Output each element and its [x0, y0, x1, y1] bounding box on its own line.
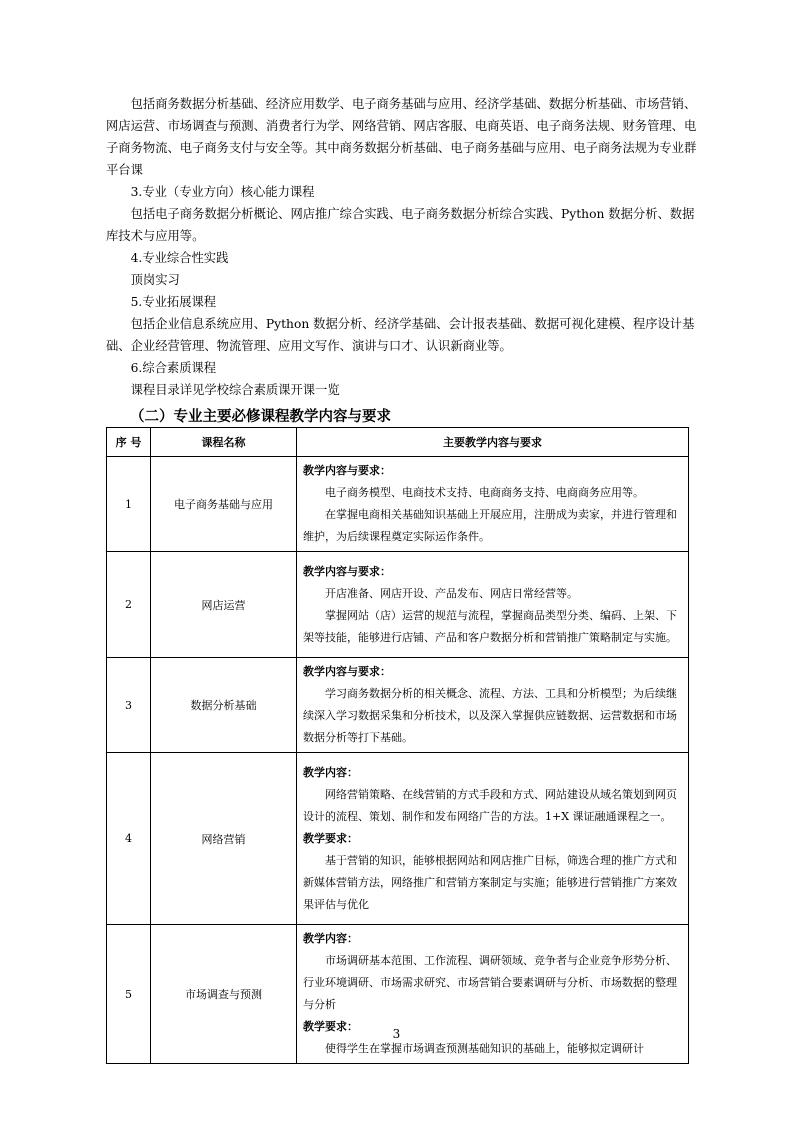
- course-content: [297, 658, 689, 753]
- course-number: 2: [107, 552, 151, 658]
- course-content: [297, 925, 689, 1064]
- body-heading: 5.专业拓展课程: [130, 295, 217, 309]
- content-paragraph: 电子商务模型、电商技术支持、电商商务支持、电商商务应用等。: [325, 486, 644, 499]
- course-content: [297, 457, 689, 552]
- content-paragraph: 基于营销的知识，能够根据网站和网店推广目标，筛选合理的推广方式和新媒体营销方法，网络推广和营销方案制定与实施；能够进行营销推广方案效果评估与优化: [303, 853, 677, 911]
- header-course-name: 课程名称: [151, 428, 297, 457]
- content-label: 教学要求：: [303, 831, 358, 845]
- course-name: 网络营销: [151, 753, 297, 925]
- content-paragraph: 在掌握电商相关基础知识基础上开展应用，注册成为卖家，并进行管理和维护，为后续课程奠定实际运作条件。: [303, 508, 677, 543]
- body-paragraph: 包括商务数据分析基础、经济应用数学、电子商务基础与应用、经济学基础、数据分析基础、市场营销、网店运营、市场调查与预测、消费者行为学、网络营销、网店客服、电商英语、电子商务法规、财务管理、电子商务物流、电子商务支付与安全等。其中商务数据分析基础、电子商务基础与应用、电子商务法规为专业群平台课: [106, 97, 697, 177]
- table-row: [107, 658, 689, 753]
- header-content: 主要教学内容与要求: [297, 428, 689, 457]
- header-num: 序 号: [107, 428, 151, 457]
- body-heading: 3.专业（专业方向）核心能力课程: [130, 185, 315, 199]
- course-name: 电子商务基础与应用: [151, 457, 297, 552]
- table-header-row: [107, 428, 689, 457]
- course-name: 数据分析基础: [151, 658, 297, 753]
- course-name: 市场调查与预测: [151, 925, 297, 1064]
- course-content: [297, 753, 689, 925]
- content-label: 教学要求：: [303, 1020, 358, 1033]
- course-number: 1: [107, 457, 151, 552]
- content-paragraph: 网络营销策略、在线营销的方式手段和方式、网站建设从域名策划到网页设计的流程、策划、制作和发布网络广告的方法。1+X 课证融通课程之一。: [303, 787, 677, 823]
- content-label: 教学内容与要求：: [303, 665, 391, 678]
- table-row: [107, 753, 689, 925]
- table-row: [107, 457, 689, 552]
- course-number: 4: [107, 753, 151, 925]
- content-label: 教学内容：: [303, 932, 358, 945]
- body-heading: 6.综合素质课程: [130, 361, 217, 375]
- body-heading: 4.专业综合性实践: [130, 251, 229, 265]
- page-number: 3: [392, 1027, 401, 1041]
- table-row: [107, 925, 689, 1064]
- content-label: 教学内容与要求：: [303, 564, 391, 578]
- content-paragraph: 开店准备、网店开设、产品发布、网店日常经营等。: [325, 586, 578, 600]
- body-paragraph: 包括企业信息系统应用、Python 数据分析、经济学基础、会计报表基础、数据可视化建模、程序设计基础、企业经营管理、物流管理、应用文写作、演讲与口才、认识新商业等。: [106, 317, 695, 353]
- content-paragraph: 使得学生在掌握市场调查预测基础知识的基础上，能够拟定调研计: [325, 1042, 644, 1055]
- intro-text: [106, 93, 702, 401]
- content-paragraph: 市场调研基本范围、工作流程、调研领域、竞争者与企业竞争形势分析、行业环境调研、市场需求研究、市场营销合要素调研与分析、市场数据的整理与分析: [303, 954, 677, 1011]
- course-number: 3: [107, 658, 151, 753]
- course-table: [106, 427, 689, 1064]
- table-row: [107, 552, 689, 658]
- content-paragraph: 掌握网站（店）运营的规范与流程，掌握商品类型分类、编码、上架、下架等技能，能够进行店铺、产品和客户数据分析和营销推广策略制定与实施。: [303, 608, 677, 644]
- section-title: （二）专业主要必修课程教学内容与要求: [130, 409, 391, 425]
- content-label: 教学内容：: [303, 765, 358, 779]
- content-label: 教学内容与要求：: [303, 464, 391, 477]
- content-paragraph: 学习商务数据分析的相关概念、流程、方法、工具和分析模型；为后续继续深入学习数据采集和分析技术，以及深入掌握供应链数据、运营数据和市场数据分析等打下基础。: [303, 687, 677, 744]
- body-heading: 顶岗实习: [130, 273, 180, 287]
- course-number: 5: [107, 925, 151, 1064]
- course-content: [297, 552, 689, 658]
- body-paragraph: 包括电子商务数据分析概论、网店推广综合实践、电子商务数据分析综合实践、Python 数据分析、数据库技术与应用等。: [106, 207, 695, 243]
- body-heading: 课程目录详见学校综合素质课开课一览: [130, 383, 340, 397]
- course-name: 网店运营: [151, 552, 297, 658]
